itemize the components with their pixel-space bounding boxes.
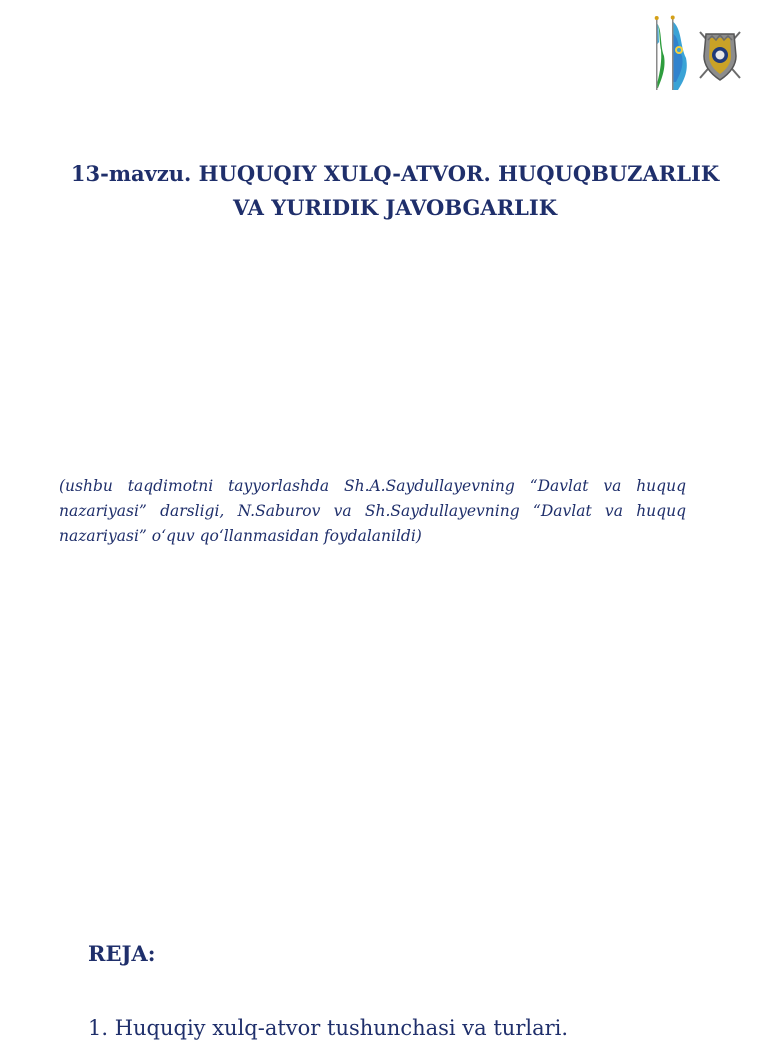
- ministry-emblem-icon: [696, 26, 744, 86]
- header-logos: [646, 16, 746, 94]
- title-line-1: 13-mavzu. HUQUQIY XULQ-ATVOR. HUQUQBUZARLIK: [70, 161, 720, 186]
- plan-list-item: 1. Huquqiy xulq-atvor tushunchasi va turlari.: [88, 1016, 569, 1040]
- plan-heading: REJA:: [88, 941, 156, 966]
- title-line-2: VA YURIDIK JAVOBGARLIK: [232, 195, 558, 220]
- uzbekistan-flag-icon: [650, 16, 690, 92]
- page-title: [40, 157, 750, 225]
- source-credit-note: (ushbu taqdimotni tayyorlashda Sh.A.Saydullayevning “Davlat va huquq nazariyasi” darsligi, N.Saburov va Sh.Saydullayevning “Davlat va huquq nazariyasi” o‘quv qo‘llanmasidan foydalanildi): [59, 477, 686, 545]
- plan-list: [88, 1012, 728, 1044]
